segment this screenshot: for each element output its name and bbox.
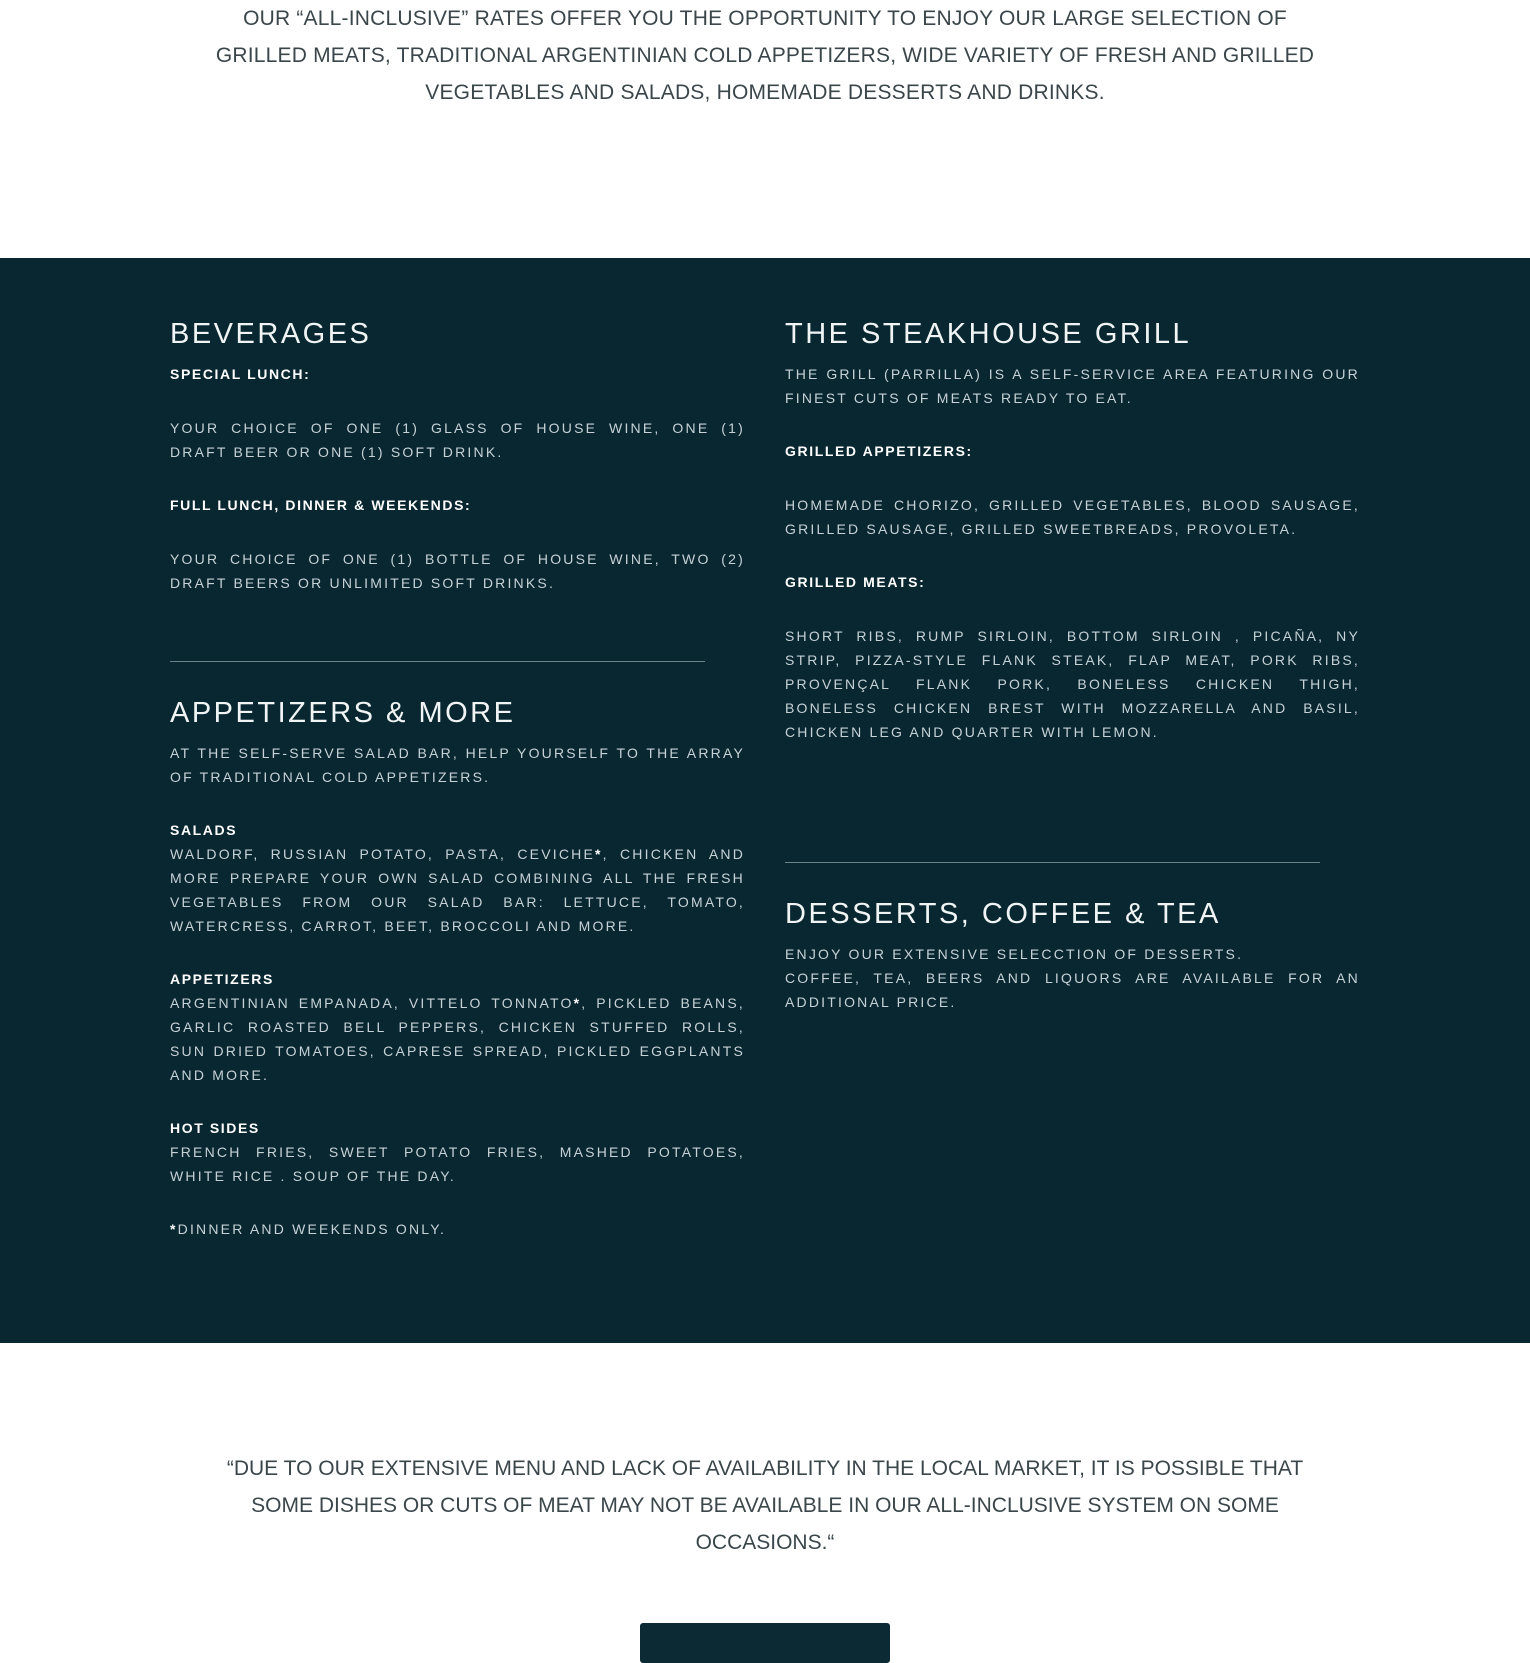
full-lunch-label: FULL LUNCH, DINNER & WEEKENDS:: [170, 497, 472, 513]
footnote: [170, 1217, 745, 1241]
left-column: [170, 316, 745, 1241]
appetizers-intro: AT THE SELF-SERVE SALAD BAR, HELP YOURSELF TO THE ARRAY OF TRADITIONAL COLD APPETIZERS.: [170, 745, 745, 785]
intro-text: OUR “ALL-INCLUSIVE” RATES OFFER YOU THE OPPORTUNITY TO ENJOY OUR LARGE SELECTION OF GRILLED MEATS, TRADITIONAL ARGENTINIAN COLD APPETIZERS, WIDE VARIETY OF FRESH AND GRILLED VEGETABLES AND SALADS, HOMEMADE DESSERTS AND DRINKS.: [215, 7, 1315, 104]
grill-title: THE STEAKHOUSE GRILL: [785, 318, 1192, 350]
hot-sides-label: HOT SIDES: [170, 1120, 260, 1136]
special-lunch-text: YOUR CHOICE OF ONE (1) GLASS OF HOUSE WINE, ONE (1) DRAFT BEER OR ONE (1) SOFT DRINK.: [170, 420, 745, 460]
disclaimer-section: [0, 1450, 1530, 1561]
desserts-line-2: COFFEE, TEA, BEERS AND LIQUORS ARE AVAILABLE FOR AN ADDITIONAL PRICE.: [785, 970, 1360, 1010]
appetizers-star: *: [573, 995, 582, 1011]
intro-section: [0, 0, 1530, 111]
grilled-appetizers-label: GRILLED APPETIZERS:: [785, 443, 973, 459]
cta-button[interactable]: [640, 1623, 890, 1663]
appetizers-text-a: ARGENTINIAN EMPANADA, VITTELO TONNATO: [170, 995, 574, 1011]
menu-section: [0, 258, 1530, 1343]
special-lunch-label: SPECIAL LUNCH:: [170, 366, 311, 382]
footnote-star: *: [170, 1221, 178, 1237]
grilled-meats-label: GRILLED MEATS:: [785, 574, 926, 590]
grill-intro: THE GRILL (PARRILLA) IS A SELF-SERVICE AREA FEATURING OUR FINEST CUTS OF MEATS READY TO EAT.: [785, 366, 1360, 406]
grilled-meats-text: SHORT RIBS, RUMP SIRLOIN, BOTTOM SIRLOIN , PICAÑA, NY STRIP, PIZZA-STYLE FLANK STEAK, FLAP MEAT, PORK RIBS, PROVENÇAL FLANK PORK, BONELESS CHICKEN THIGH, BONELESS CHICKEN BREST WITH MOZZARELLA AND BASIL, CHICKEN LEG AND QUARTER WITH LEMON.: [785, 628, 1360, 740]
appetizers-title: APPETIZERS & MORE: [170, 697, 516, 729]
full-lunch-text: YOUR CHOICE OF ONE (1) BOTTLE OF HOUSE WINE, TWO (2) DRAFT BEERS OR UNLIMITED SOFT DRINKS.: [170, 551, 745, 591]
appetizers-text: [170, 991, 745, 1087]
salads-star: *: [595, 846, 603, 862]
right-column: [785, 316, 1360, 1014]
appetizers-label: APPETIZERS: [170, 971, 274, 987]
footnote-text: DINNER AND WEEKENDS ONLY.: [177, 1221, 447, 1237]
salads-text-b: , CHICKEN AND MORE PREPARE YOUR OWN SALAD COMBINING ALL THE FRESH VEGETABLES FROM OUR SALAD BAR: LETTUCE, TOMATO, WATERCRESS, CARROT, BEET, BROCCOLI AND MORE.: [170, 846, 745, 934]
grilled-appetizers-text: HOMEMADE CHORIZO, GRILLED VEGETABLES, BLOOD SAUSAGE, GRILLED SAUSAGE, GRILLED SWEETBREADS, PROVOLETA.: [785, 497, 1360, 537]
disclaimer-text: “DUE TO OUR EXTENSIVE MENU AND LACK OF AVAILABILITY IN THE LOCAL MARKET, IT IS POSSIBLE THAT SOME DISHES OR CUTS OF MEAT MAY NOT BE AVAILABLE IN OUR ALL-INCLUSIVE SYSTEM ON SOME OCCASIONS.“: [226, 1457, 1304, 1554]
hot-sides-text: FRENCH FRIES, SWEET POTATO FRIES, MASHED POTATOES, WHITE RICE . SOUP OF THE DAY.: [170, 1144, 745, 1184]
salads-text-a: WALDORF, RUSSIAN POTATO, PASTA, CEVICHE: [170, 846, 596, 862]
salads-text: [170, 842, 745, 938]
desserts-title: DESSERTS, COFFEE & TEA: [785, 898, 1221, 930]
beverages-title: BEVERAGES: [170, 318, 372, 350]
salads-label: SALADS: [170, 822, 238, 838]
appetizers-text-b: , PICKLED BEANS, GARLIC ROASTED BELL PEPPERS, CHICKEN STUFFED ROLLS, SUN DRIED TOMATOES, CAPRESE SPREAD, PICKLED EGGPLANTS AND MORE.: [170, 995, 745, 1083]
desserts-line-1: ENJOY OUR EXTENSIVE SELECCTION OF DESSERTS.: [785, 946, 1244, 962]
